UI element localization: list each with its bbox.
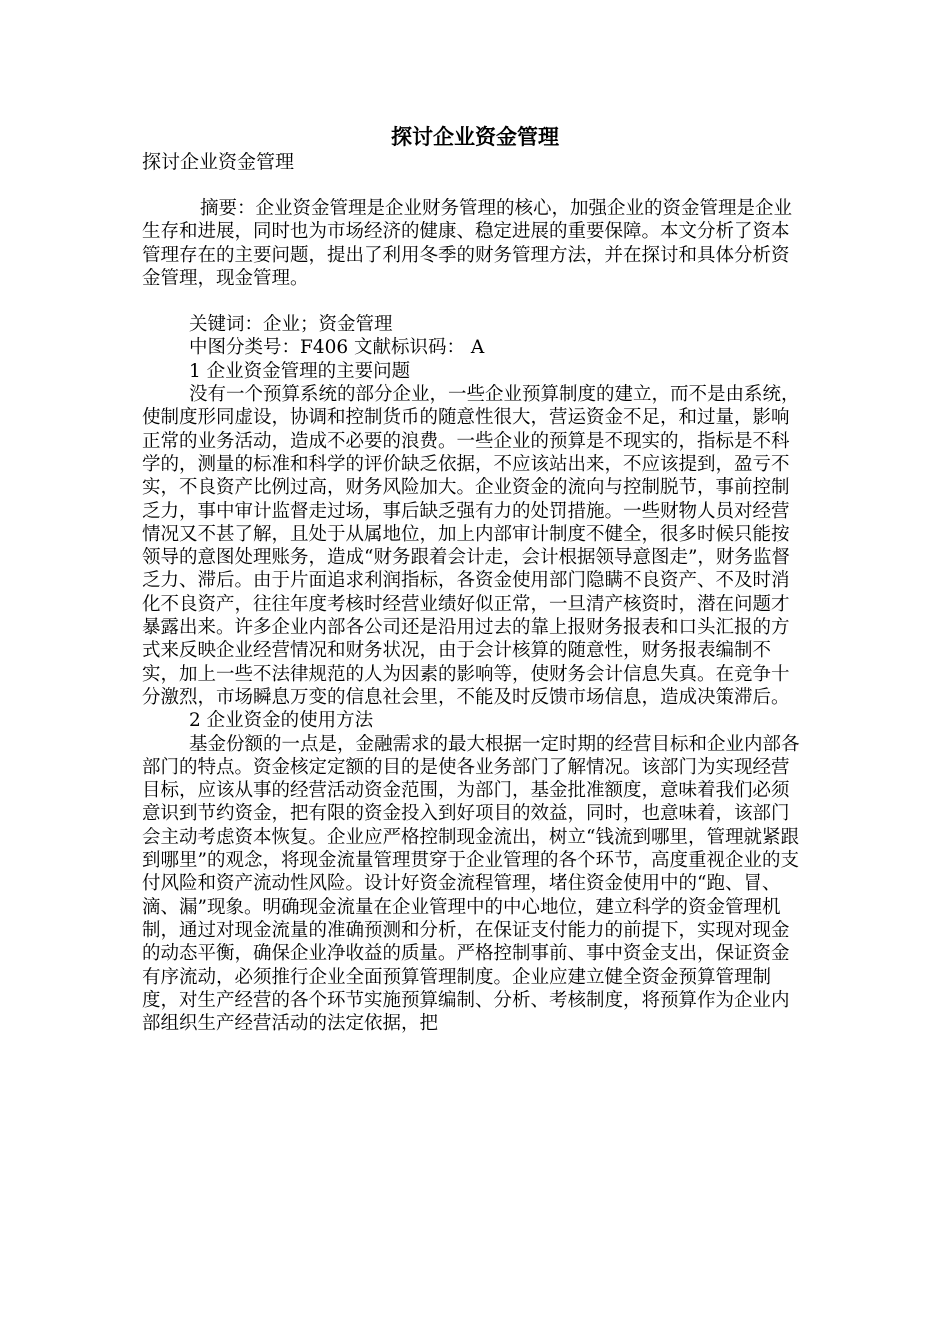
document-subtitle: 探讨企业资金管理	[142, 151, 295, 173]
body-paragraph: 没有一个预算系统的部分企业，一些企业预算制度的建立，而不是由系统，使制度形同虚设，协调和控制货币的随意性很大，营运资金不足，和过量，影响正常的业务活动，造成不必要的浪费。一些企业的预算是不现实的，指标是不科学的，测量的标准和科学的评价缺乏依据，不应该站出来，不应该提到，盈亏不实，不良资产比例过高，财务风险加大。企业资金的流向与控制脱节，事前控制乏力，事中审计监督走过场，事后缺乏强有力的处罚措施。一些财物人员对经营情况又不甚了解，且处于从属地位，加上内部审计制度不健全，很多时候只能按领导的意图处理账务，造成“财务跟着会计走，会计根据领导意图走”，财务监督乏力、滞后。由于片面追求利润指标，各资金使用部门隐瞒不良资产、不及时消化不良资产，往往年度考核时经营业绩好似正常，一旦清产核资时，潜在问题才暴露出来。许多企业内部各公司还是沿用过去的靠上报财务报表和口头汇报的方式来反映企业经营情况和财务状况，由于会计核算的随意性，财务报表编制不实，加上一些不法律规范的人为因素的影响等，使财务会计信息失真。在竞争十分激烈，市场瞬息万变的信息社会里，不能及时反馈市场信息，造成决策滞后。	[142, 384, 800, 708]
section-heading: 1 企业资金管理的主要问题	[189, 360, 411, 382]
keywords-line: 关键词：企业；资金管理	[189, 314, 393, 336]
blank-line	[142, 290, 805, 313]
body-paragraph: 基金份额的一点是，金融需求的最大根据一定时期的经营目标和企业内部各部门的特点。资金核定定额的目的是使各业务部门了解情况。该部门为实现经营目标，应该从事的经营活动资金范围，为部门，基金批准额度，意味着我们必须意识到节约资金，把有限的资金投入到好项目的效益，同时，也意味着，该部门会主动考虑资本恢复。企业应严格控制现金流出，树立“钱流到哪里，管理就紧跟到哪里”的观念，将现金流量管理贯穿于企业管理的各个环节，高度重视企业的支付风险和资产流动性风险。设计好资金流程管理，堵住资金使用中的“跑、冒、滴、漏”现象。明确现金流量在企业管理中的中心地位，建立科学的资金管理机制，通过对现金流量的准确预测和分析，在保证支付能力的前提下，实现对现金的动态平衡，确保企业净收益的质量。严格控制事前、事中资金支出，保证资金有序流动，必须推行企业全面预算管理制度。企业应建立健全资金预算管理制度，对生产经营的各个环节实施预算编制、分析、考核制度，将预算作为企业内部组织生产经营活动的法定依据，把	[142, 733, 800, 1035]
classification-line: 中图分类号：F406 文献标识码： A	[189, 337, 485, 359]
document-title: 探讨企业资金管理	[391, 124, 559, 149]
abstract-paragraph: 摘要：企业资金管理是企业财务管理的核心，加强企业的资金管理是企业生存和进展，同时也为市场经济的健康、稳定进展的重要保障。本文分析了资本管理存在的主要问题，提出了利用冬季的财务管理方法，并在探讨和具体分析资金管理，现金管理。	[142, 198, 793, 289]
document-body	[142, 197, 805, 1035]
section-heading: 2 企业资金的使用方法	[189, 710, 374, 732]
